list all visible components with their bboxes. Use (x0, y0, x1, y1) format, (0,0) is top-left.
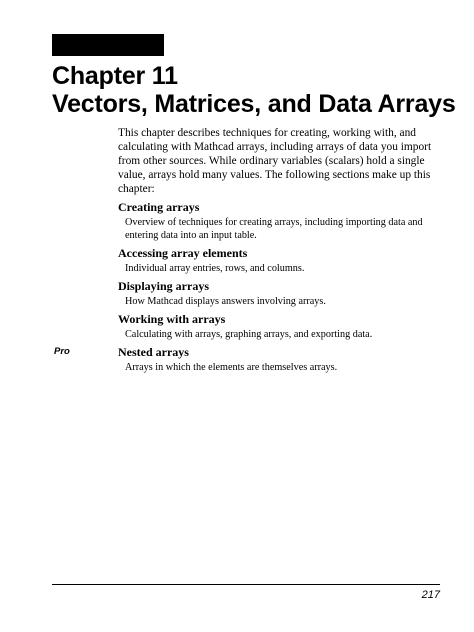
section-item (118, 246, 440, 275)
pro-tag: Pro (54, 346, 70, 357)
page-number: 217 (421, 589, 440, 601)
section-description: How Mathcad displays answers involving arrays. (125, 296, 326, 307)
chapter-name: Vectors, Matrices, and Data Arrays (52, 90, 456, 118)
chapter-intro-paragraph: This chapter describes techniques for creating, working with, and calculating with Mathcad arrays, including arrays of data you import from other sources. While ordinary variables (scalars) hold a single value, arrays hold many values. The following sections make up this chapter: (118, 127, 432, 195)
section-item (118, 279, 440, 308)
section-heading: Accessing array elements (118, 246, 248, 260)
section-item (118, 312, 440, 341)
section-item (118, 200, 440, 242)
chapter-title (52, 62, 456, 118)
section-heading: Displaying arrays (118, 279, 210, 293)
section-description: Arrays in which the elements are themselves arrays. (125, 362, 338, 373)
section-description: Individual array entries, rows, and columns. (125, 263, 305, 274)
section-description: Calculating with arrays, graphing arrays, and exporting data. (125, 329, 373, 340)
section-heading: Working with arrays (118, 312, 226, 326)
chapter-number: Chapter 11 (52, 62, 178, 90)
section-heading: Creating arrays (118, 200, 200, 214)
section-description: Overview of techniques for creating arrays, including importing data and entering data into an input table. (125, 217, 423, 241)
footer-divider (52, 584, 440, 585)
section-heading: Nested arrays (118, 345, 189, 359)
section-list (54, 200, 440, 378)
section-item (54, 345, 440, 374)
chapter-header-bar (52, 34, 164, 56)
